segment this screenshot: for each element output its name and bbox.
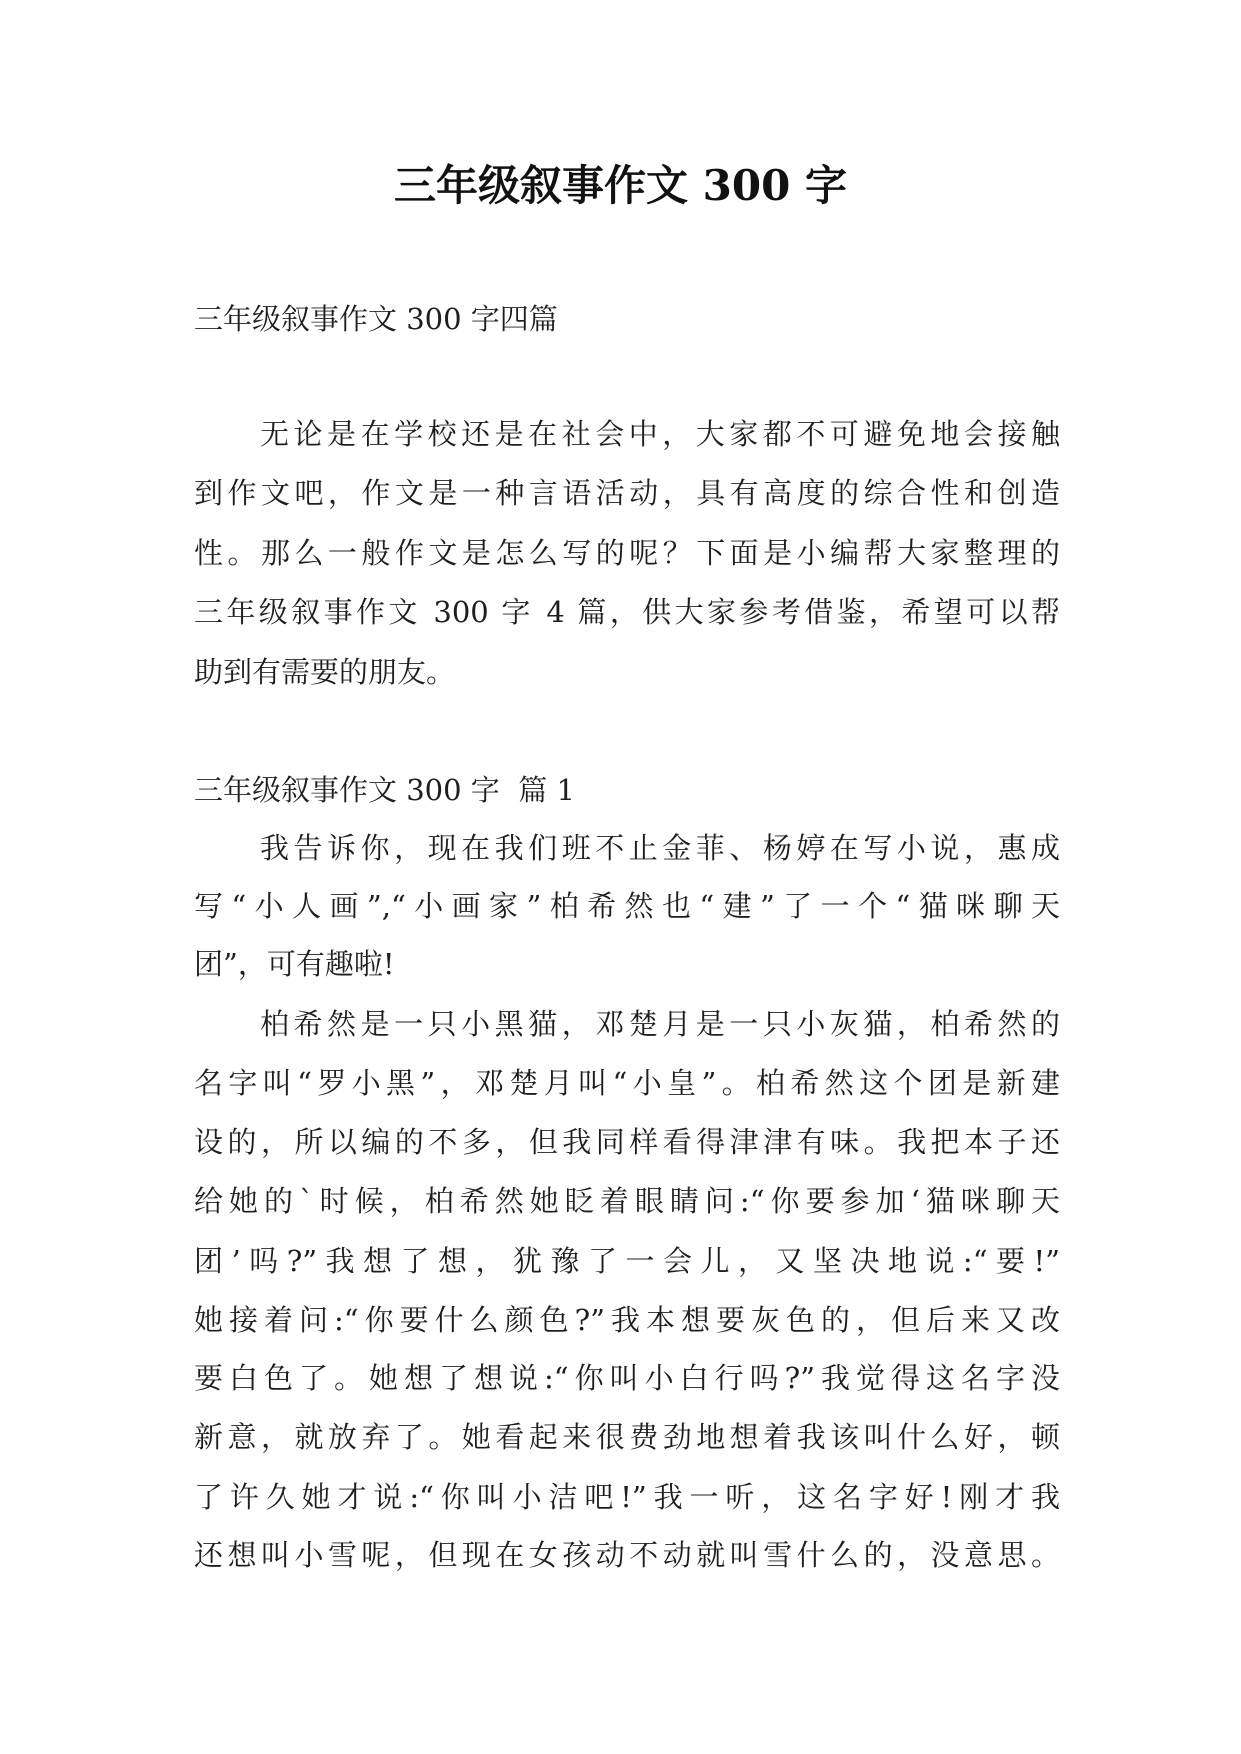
document-title: 三年级叙事作文 300 字	[394, 161, 847, 210]
paragraph-line: 给她的`时候，柏希然她眨着眼睛问:“你要参加‘猫咪聊天	[194, 1184, 1060, 1218]
document-subtitle: 三年级叙事作文 300 字四篇	[194, 302, 558, 336]
paragraph-line: 名字叫“罗小黑”，邓楚月叫“小皇”。柏希然这个团是新建	[194, 1066, 1060, 1100]
paragraph-line: 新意，就放弃了。她看起来很费劲地想着我该叫什么好，顿	[194, 1420, 1060, 1454]
section-heading: 三年级叙事作文 300 字 篇 1	[194, 773, 575, 807]
paragraph-line: 团’吗?”我想了想，犹豫了一会儿，又坚决地说:“要!”	[194, 1244, 1060, 1278]
paragraph-line: 柏希然是一只小黑猫，邓楚月是一只小灰猫，柏希然的	[260, 1007, 1060, 1041]
paragraph-line: 她接着问:“你要什么颜色?”我本想要灰色的，但后来又改	[194, 1303, 1060, 1337]
paragraph-line: 设的，所以编的不多，但我同样看得津津有味。我把本子还	[194, 1125, 1060, 1159]
paragraph-line: 助到有需要的朋友。	[194, 655, 456, 689]
paragraph-line: 无论是在学校还是在社会中，大家都不可避免地会接触	[260, 417, 1060, 451]
paragraph-line: 了许久她才说:“你叫小洁吧!”我一听，这名字好!刚才我	[194, 1480, 1060, 1514]
paragraph-line: 到作文吧，作文是一种言语活动，具有高度的综合性和创造	[194, 476, 1060, 510]
paragraph-line: 我告诉你，现在我们班不止金菲、杨婷在写小说，惠成	[260, 831, 1060, 865]
paragraph-line: 团”，可有趣啦!	[194, 947, 395, 981]
paragraph-line: 三年级叙事作文 300 字 4 篇，供大家参考借鉴，希望可以帮	[194, 595, 1060, 629]
paragraph-line: 性。那么一般作文是怎么写的呢？下面是小编帮大家整理的	[194, 536, 1060, 570]
paragraph-line: 还想叫小雪呢，但现在女孩动不动就叫雪什么的，没意思。	[194, 1538, 1060, 1572]
paragraph-line: 写“小人画”,“小画家”柏希然也“建”了一个“猫咪聊天	[194, 889, 1060, 923]
paragraph-line: 要白色了。她想了想说:“你叫小白行吗?”我觉得这名字没	[194, 1361, 1060, 1395]
